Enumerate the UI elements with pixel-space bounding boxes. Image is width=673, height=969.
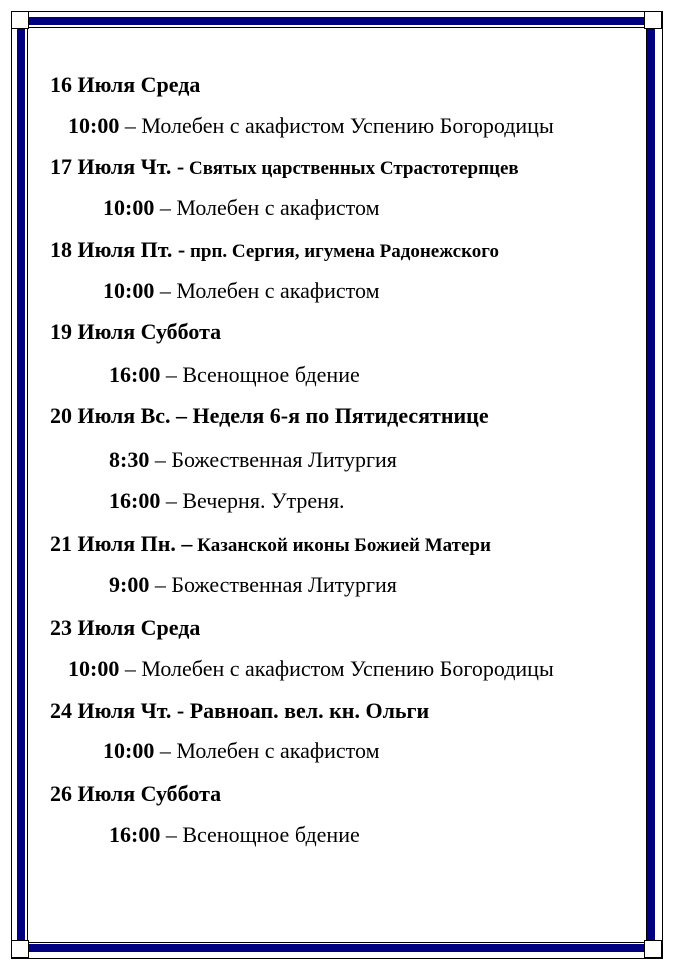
service-description: – Божественная Литургия [149, 572, 397, 597]
service-description: – Всенощное бдение [160, 822, 360, 847]
day-heading [50, 154, 519, 180]
service-time: 16:00 [109, 822, 161, 847]
day-heading [50, 72, 200, 98]
service-description: – Всенощное бдение [160, 362, 360, 387]
service-time: 10:00 [103, 738, 155, 763]
day-heading [50, 781, 221, 807]
day-feast: прп. Сергия, игумена Радонежского [185, 241, 499, 262]
service-description: – Молебен с акафистом [154, 278, 380, 303]
day-date: 20 Июля Вс. – Неделя 6-я по Пятидесятнице [50, 403, 489, 428]
service-description: – Вечерня. Утреня. [160, 488, 345, 513]
service-line [68, 656, 554, 682]
day-heading [50, 698, 429, 724]
day-feast: Святых царственных Страстотерпцев [184, 158, 519, 179]
day-date: 17 Июля Чт. - [50, 154, 185, 179]
service-time: 9:00 [109, 572, 150, 597]
service-description: – Молебен с акафистом [154, 738, 380, 763]
service-line [103, 278, 380, 304]
service-time: 16:00 [109, 488, 161, 513]
day-feast: Казанской иконы Божией Матери [192, 535, 491, 556]
day-date: 26 Июля Суббота [50, 781, 222, 806]
day-heading [50, 615, 200, 641]
day-date: 24 Июля Чт. - Равноап. вел. кн. Ольги [50, 698, 430, 723]
day-heading [50, 237, 499, 263]
service-line [68, 113, 554, 139]
service-line [109, 447, 397, 473]
day-date: 18 Июля Пт. - [50, 237, 186, 262]
service-description: – Божественная Литургия [149, 447, 397, 472]
day-heading [50, 531, 491, 557]
service-line [103, 738, 380, 764]
service-description: – Молебен с акафистом Успению Богородицы [119, 113, 554, 138]
service-description: – Молебен с акафистом [154, 195, 380, 220]
day-date: 16 Июля Среда [50, 72, 201, 97]
day-date: 19 Июля Суббота [50, 319, 222, 344]
service-line [103, 195, 380, 221]
day-heading [50, 403, 489, 429]
service-time: 10:00 [68, 113, 120, 138]
service-line [109, 822, 360, 848]
day-date: 21 Июля Пн. – [50, 531, 193, 556]
service-time: 8:30 [109, 447, 150, 472]
service-line [109, 488, 345, 514]
service-description: – Молебен с акафистом Успению Богородицы [119, 656, 554, 681]
service-time: 10:00 [68, 656, 120, 681]
service-line [109, 572, 397, 598]
service-line [109, 362, 360, 388]
service-time: 10:00 [103, 195, 155, 220]
service-time: 10:00 [103, 278, 155, 303]
day-heading [50, 319, 221, 345]
day-date: 23 Июля Среда [50, 615, 201, 640]
service-time: 16:00 [109, 362, 161, 387]
